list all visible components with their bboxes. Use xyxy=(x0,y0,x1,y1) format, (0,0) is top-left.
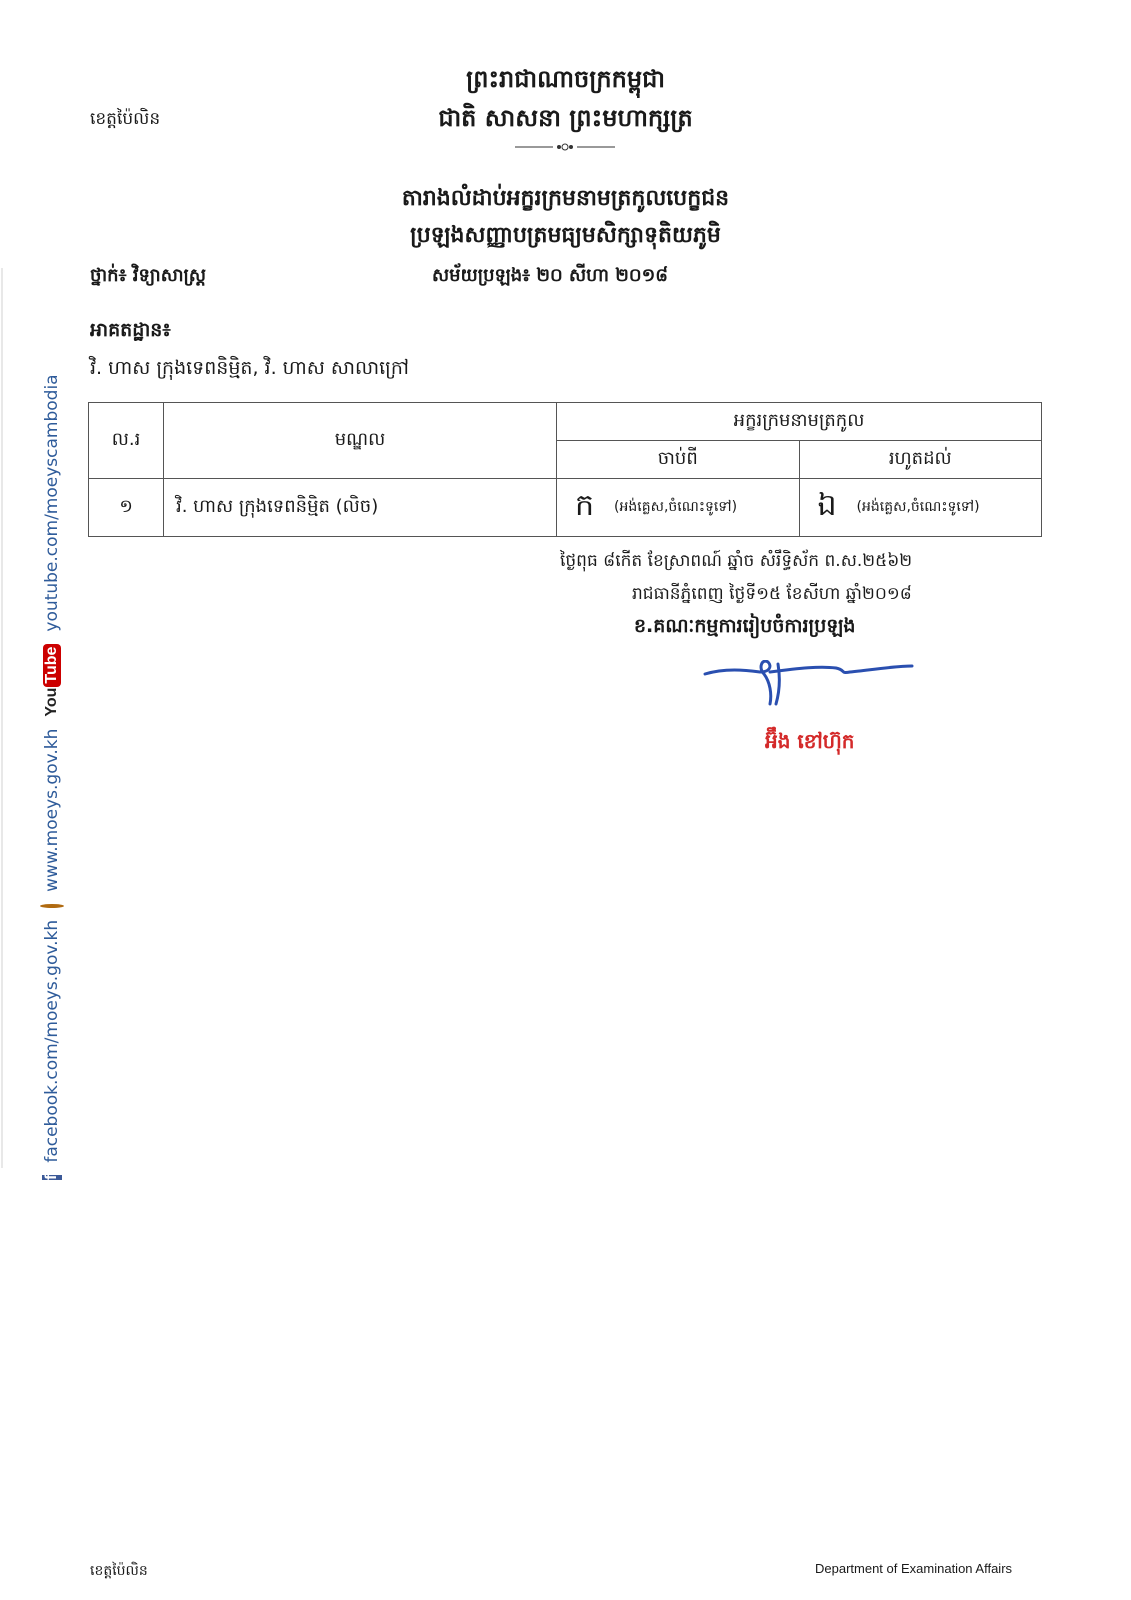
youtube-icon xyxy=(43,644,61,717)
ministry-emblem-icon xyxy=(40,904,64,908)
venue-text: វិ. ហាស ក្រុងទេពនិម្មិត, វិ. ហាស សាលាក្រៅ xyxy=(90,357,409,379)
header-to: រហូតដល់ xyxy=(799,441,1042,479)
province-label: ខេត្តប៉ៃលិន xyxy=(90,109,161,129)
from-note: (អង់គ្លេស,ចំណេះទូទៅ) xyxy=(614,499,738,515)
header-center: មណ្ឌល xyxy=(164,403,557,479)
lunar-date: ថ្ងៃពុធ ៨កើត ខែស្រាពណ៍ ឆ្នាំច សំរឹទ្ធិស័ក ព.ស.២៥៦២ xyxy=(560,551,913,571)
document-subtitle: ប្រឡងសញ្ញាបត្រមធ្យមសិក្សាទុតិយភូមិ xyxy=(410,223,721,248)
row-to xyxy=(799,479,1042,537)
to-note: (អង់គ្លេស,ចំណេះទូទៅ) xyxy=(856,499,980,515)
row-no: ១ xyxy=(89,479,164,537)
youtube-tube-text: Tube xyxy=(43,644,61,687)
footer-province: ខេត្តប៉ៃលិន xyxy=(90,1563,148,1579)
facebook-link[interactable]: facebook.com/moeys.gov.kh xyxy=(42,919,62,1163)
kingdom-heading: ព្រះរាជាណាចក្រកម្ពុជា xyxy=(466,65,665,93)
website-link[interactable]: www.moeys.gov.kh xyxy=(42,728,62,892)
venue-label: អាគតដ្ឋាន៖ xyxy=(90,319,171,341)
signer-name: អ៊ឹង ខៅហ៊ុក xyxy=(765,729,855,753)
margin-line xyxy=(1,268,3,1168)
grade-label: ថ្នាក់៖ វិទ្យាសាស្ត្រ xyxy=(90,265,207,286)
committee-label: ខ.គណៈកម្មការរៀបចំការប្រឡង xyxy=(634,615,856,637)
header-no: ល.រ xyxy=(89,403,164,479)
document-title: តារាងលំដាប់អក្ខរក្រមនាមត្រកូលបេក្ខជន xyxy=(401,186,730,211)
table-row xyxy=(89,479,1042,537)
header-from: ចាប់ពី xyxy=(557,441,800,479)
row-center: វិ. ហាស ក្រុងទេពនិម្មិត (លិច) xyxy=(164,479,557,537)
ornament-divider xyxy=(515,142,615,152)
from-letter: ក xyxy=(575,487,595,523)
signature-image xyxy=(700,660,940,720)
session-date: សម័យប្រឡង៖ ២០ សីហា ២០១៨ xyxy=(432,265,668,286)
motto-heading: ជាតិ សាសនា ព្រះមហាក្សត្រ xyxy=(438,104,693,132)
to-letter: ឯ xyxy=(817,487,837,523)
social-sidebar xyxy=(34,374,70,1180)
solar-date: រាជធានីភ្នំពេញ ថ្ងៃទី១៥ ខែសីហា ឆ្នាំ២០១៨ xyxy=(632,584,912,604)
youtube-you-text: You xyxy=(43,687,60,717)
youtube-link[interactable]: youtube.com/moeyscambodia xyxy=(42,374,62,632)
footer-department: Department of Examination Affairs xyxy=(815,1561,1013,1576)
facebook-icon: f xyxy=(43,1174,60,1180)
row-from xyxy=(557,479,800,537)
candidate-table xyxy=(88,402,1042,537)
header-alphabet-group: អក្ខរក្រមនាមត្រកូល xyxy=(557,403,1042,441)
